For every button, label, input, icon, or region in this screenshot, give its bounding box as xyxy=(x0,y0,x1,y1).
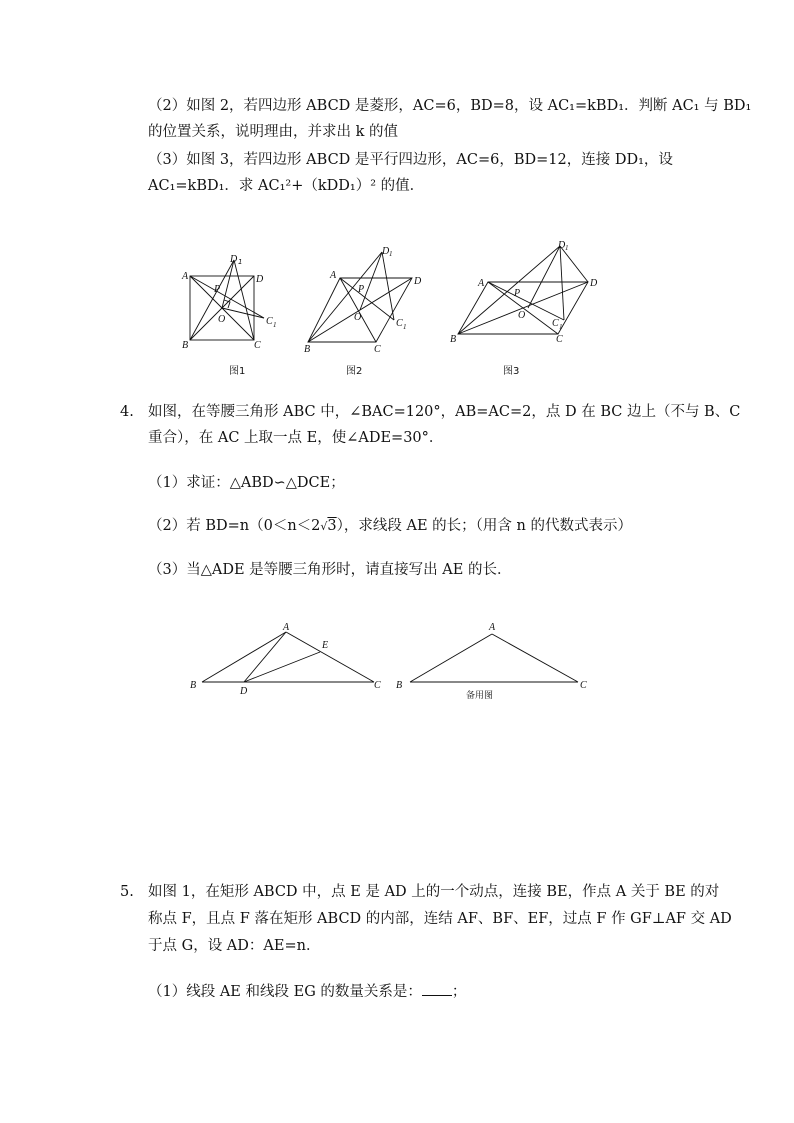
q3-part3-line1: （3）如图 3，若四边形 ABCD 是平行四边形，AC=6，BD=12，连接 DD₁，设 xyxy=(148,152,673,168)
fig4-label-D: D xyxy=(240,686,248,697)
problem-5-part1-text: （1）线段 AE 和线段 EG 的数量关系是： xyxy=(148,984,422,1000)
answer-blank[interactable] xyxy=(422,981,452,996)
fig2-sub-D1: 1 xyxy=(389,250,393,258)
fig3-sub-D1: 1 xyxy=(565,244,569,252)
fig2-sub-C1: 1 xyxy=(403,323,407,331)
fig3-sub-C1: 1 xyxy=(559,323,563,331)
fig1-label-D1: D xyxy=(230,254,238,265)
fig1-label-C1: C xyxy=(266,316,273,327)
fig3-label-C1: C xyxy=(552,318,559,329)
problem-4-part1: （1）求证：△ABD∽△DCE； xyxy=(148,475,345,491)
fig4s-label-A: A xyxy=(489,622,496,633)
fig1-label-D: D xyxy=(256,274,264,285)
q3-part3-line2: AC₁=kBD₁．求 AC₁²+（kDD₁）² 的值． xyxy=(148,178,425,194)
fig1-label-A: A xyxy=(182,271,189,282)
problem-5-line3: 于点 G，设 AD：AE=n． xyxy=(148,938,321,954)
fig3-label-P: P xyxy=(514,288,521,299)
fig2-label-C1: C xyxy=(396,318,403,329)
fig3-label-B: B xyxy=(450,334,457,345)
problem-4-number: 4. xyxy=(120,404,134,420)
problem-4-part2: （2）若 BD=n（0＜n＜2√3），求线段 AE 的长；（用含 n 的代数式表示） xyxy=(148,518,632,534)
fig1-label-P: P xyxy=(214,284,221,295)
fig4-label-A: A xyxy=(283,622,290,633)
problem-4-part2-post: ），求线段 AE 的长；（用含 n 的代数式表示） xyxy=(336,518,632,534)
problem-4-part2-pre: （2）若 BD=n（0＜n＜2 xyxy=(148,518,321,534)
problem-5-part1: （1）线段 AE 和线段 EG 的数量关系是： ； xyxy=(148,981,466,1002)
problem-4-part3: （3）当△ADE 是等腰三角形时，请直接写出 AE 的长． xyxy=(148,562,512,578)
fig3-label-A: A xyxy=(478,278,485,289)
figure-4-spare xyxy=(396,620,596,700)
fig2-label-D: D xyxy=(414,276,422,287)
fig4s-label-B: B xyxy=(396,680,403,691)
figure-1 xyxy=(178,252,298,372)
problem-5-number: 5. xyxy=(120,884,134,900)
fig1-caption: 图1 xyxy=(229,366,246,377)
fig2-label-A: A xyxy=(330,270,337,281)
fig1-sub-D1: 1 xyxy=(238,258,243,266)
fig4-label-B: B xyxy=(190,680,197,691)
fig1-sub-C1: 1 xyxy=(273,321,277,329)
fig2-label-O: O xyxy=(354,312,362,323)
fig2-caption: 图2 xyxy=(346,366,363,377)
q3-part2-line2: 的位置关系，说明理由，并求出 k 的值 xyxy=(148,124,399,140)
fig2-label-P: P xyxy=(358,284,365,295)
fig2-label-D1: D xyxy=(382,246,390,257)
fig4-label-E: E xyxy=(322,640,329,651)
q3-part2-line1: （2）如图 2，若四边形 ABCD 是菱形，AC=6，BD=8，设 AC₁=kBD₁．判断 AC₁ 与 BD₁ xyxy=(148,98,752,114)
problem-5-line2: 称点 F，且点 F 落在矩形 ABCD 的内部，连结 AF、BF、EF，过点 F 作 GF⊥AF 交 AD xyxy=(148,911,732,927)
fig3-caption: 图3 xyxy=(503,366,520,377)
fig4-spare-caption: 备用图 xyxy=(466,691,494,701)
fig4s-label-C: C xyxy=(580,680,587,691)
fig3-label-O: O xyxy=(518,310,526,321)
figure-4-main xyxy=(188,620,388,700)
fig1-label-O: O xyxy=(218,314,226,325)
fig3-label-D1: D xyxy=(558,240,566,251)
fig3-label-C: C xyxy=(556,334,563,345)
fig3-label-D: D xyxy=(590,278,598,289)
fig1-label-C: C xyxy=(254,340,261,351)
fig4-label-C: C xyxy=(374,680,381,691)
problem-4-part2-sqrt: 3 xyxy=(327,518,337,534)
fig2-label-C: C xyxy=(374,344,381,355)
figure-2 xyxy=(302,244,422,364)
figure-3 xyxy=(448,236,608,356)
problem-4-line1: 如图，在等腰三角形 ABC 中，∠BAC=120°，AB=AC=2，点 D 在 BC 边上（不与 B、C xyxy=(148,404,741,420)
problem-5-line1: 如图 1，在矩形 ABCD 中，点 E 是 AD 上的一个动点，连接 BE，作点 A 关于 BE 的对 xyxy=(148,884,720,900)
fig2-label-B: B xyxy=(304,344,311,355)
problem-4-line2: 重合），在 AC 上取一点 E，使∠ADE=30°． xyxy=(148,430,444,446)
fig1-label-B: B xyxy=(182,340,189,351)
